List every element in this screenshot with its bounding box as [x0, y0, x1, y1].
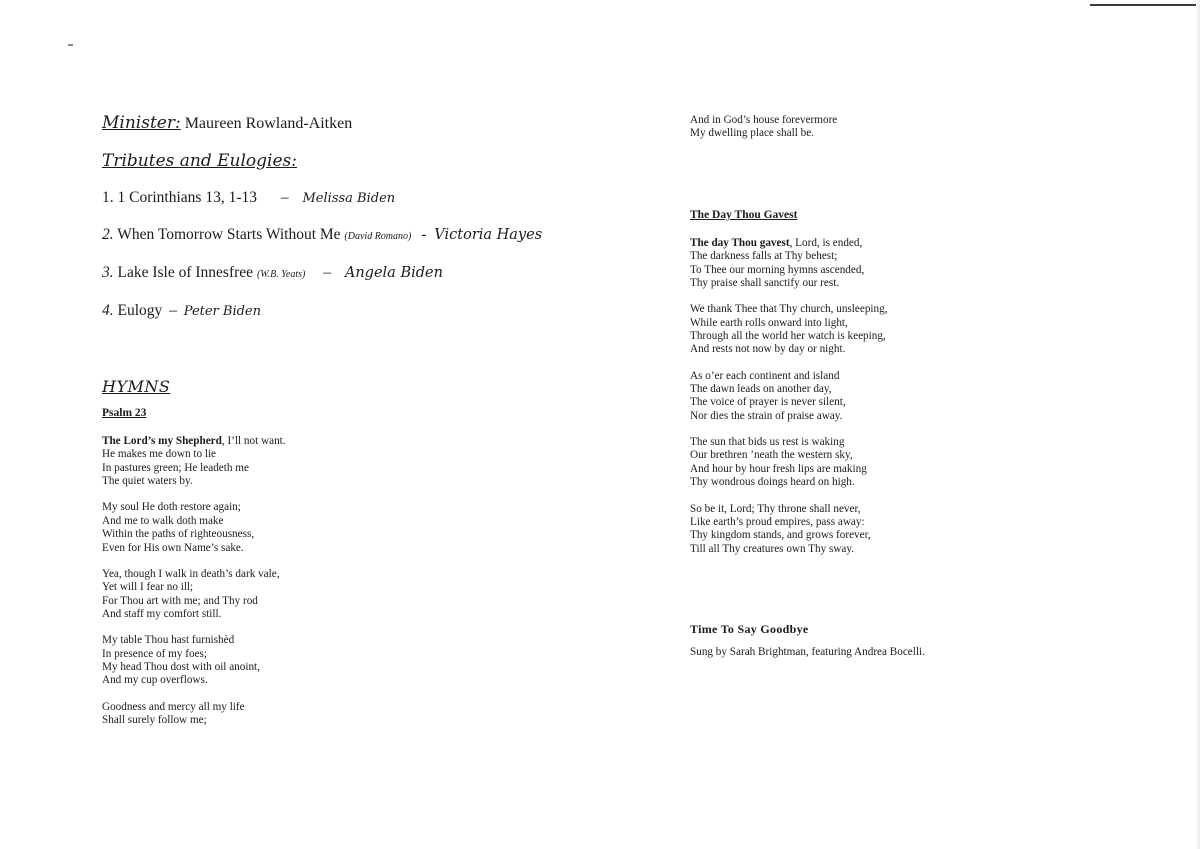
hymn-line: Thy wondrous doings heard on high. — [690, 476, 855, 489]
tribute-title: When Tomorrow Starts Without Me — [117, 226, 341, 243]
scan-speck — [68, 44, 73, 46]
hymn-line: Even for His own Name’s sake. — [102, 541, 244, 554]
hymns-heading: HYMNS — [102, 377, 171, 396]
tribute-dash: - — [421, 226, 427, 243]
hymn-stanza — [102, 568, 622, 622]
scan-edge-shadow — [1196, 0, 1200, 849]
tribute-reader: Peter Biden — [183, 304, 262, 319]
song-subtitle: Sung by Sarah Brightman, featuring Andrea Bocelli. — [690, 646, 925, 659]
hymn-line-rest: , Lord, is ended, — [789, 236, 863, 249]
hymn-title-day-thou-gavest: The Day Thou Gavest — [690, 208, 798, 221]
tribute-item-3 — [102, 262, 622, 286]
hymn-line: My head Thou dost with oil anoint, — [102, 661, 260, 674]
tribute-item-4 — [102, 300, 622, 323]
hymn-line-bold: The day Thou gavest — [690, 236, 790, 249]
hymn-line: And my cup overflows. — [102, 674, 208, 687]
scan-artifact-line — [1090, 4, 1200, 6]
hymn-stanza-continued — [690, 114, 1170, 141]
hymn-line: My soul He doth restore again; — [102, 501, 241, 514]
tribute-title: Eulogy — [117, 302, 163, 319]
minister-label: Minister: — [102, 113, 181, 133]
hymn-line: Like earth’s proud empires, pass away: — [690, 515, 865, 528]
hymn-line: Yea, though I walk in death’s dark vale, — [102, 567, 280, 580]
hymn-line: My table Thou hast furnishèd — [102, 634, 235, 647]
hymn-line: And staff my comfort still. — [102, 608, 222, 621]
hymn-line-rest: , I’ll not want. — [221, 435, 286, 447]
tribute-dash: – — [280, 189, 289, 206]
hymn-line — [102, 435, 622, 448]
hymn-line: The dawn leads on another day, — [690, 383, 832, 396]
hymn-line: Yet will I fear no ill; — [102, 581, 194, 594]
hymn-line: So be it, Lord; Thy throne shall never, — [690, 502, 861, 515]
hymn-stanza — [102, 701, 622, 728]
hymn-line: The quiet waters by. — [102, 475, 193, 488]
hymn-line: And rests not now by day or night. — [690, 343, 846, 356]
hymn-line: As o’er each continent and island — [690, 369, 840, 382]
tribute-title: Lake Isle of Innesfree — [117, 264, 254, 281]
hymn-line: In presence of my foes; — [102, 647, 207, 660]
hymn-line: Till all Thy creatures own Thy sway. — [690, 542, 855, 555]
left-column — [102, 112, 622, 728]
hymn-stanza — [690, 303, 1170, 357]
tribute-author: (David Romano) — [344, 231, 412, 242]
hymn-line: Within the paths of righteousness, — [102, 528, 255, 541]
song-title: Time To Say Goodbye — [690, 622, 809, 637]
hymn-line — [690, 237, 1170, 250]
hymn-line: Nor dies the strain of praise away. — [690, 409, 843, 422]
tribute-number: 3. — [102, 264, 114, 281]
right-column — [690, 114, 1170, 660]
hymn-line: My dwelling place shall be. — [690, 127, 814, 140]
tribute-item-2 — [102, 224, 622, 248]
hymn-line: We thank Thee that Thy church, unsleeping, — [690, 303, 888, 316]
hymn-stanza — [102, 435, 622, 489]
hymn-stanza — [690, 237, 1170, 291]
tribute-reader: Angela Biden — [344, 265, 443, 281]
tribute-item-1 — [102, 187, 622, 210]
tribute-dash: – — [169, 302, 177, 319]
minister-line — [102, 112, 622, 135]
hymn-stanza — [690, 503, 1170, 557]
hymn-line-bold: The Lord’s my Shepherd — [102, 435, 222, 447]
hymn-line: The darkness falls at Thy behest; — [690, 250, 838, 263]
hymn-line: For Thou art with me; and Thy rod — [102, 594, 258, 607]
hymn-line: To Thee our morning hymns ascended, — [690, 263, 865, 276]
hymn-line: Through all the world her watch is keeping, — [690, 330, 886, 343]
hymn-line: And in God’s house forevermore — [690, 114, 838, 126]
hymn-line: In pastures green; He leadeth me — [102, 461, 249, 474]
hymn-stanza — [690, 370, 1170, 424]
tribute-title: 1 Corinthians 13, 1-13 — [117, 189, 257, 206]
hymn-title-psalm-23: Psalm 23 — [102, 407, 147, 419]
tributes-heading: Tributes and Eulogies: — [102, 151, 297, 171]
hymn-line: He makes me down to lie — [102, 448, 217, 461]
hymn-line: Goodness and mercy all my life — [102, 700, 245, 713]
tribute-author: (W.B. Yeats) — [256, 269, 306, 280]
hymn-line: Our brethren ’neath the western sky, — [690, 449, 853, 462]
hymn-line: While earth rolls onward into light, — [690, 316, 848, 329]
tribute-reader: Victoria Hayes — [434, 227, 543, 243]
minister-name: Maureen Rowland-Aitken — [184, 115, 353, 132]
hymn-stanza — [690, 436, 1170, 490]
hymn-stanza — [102, 634, 622, 688]
hymn-line: The sun that bids us rest is waking — [690, 436, 845, 449]
hymn-line: And me to walk doth make — [102, 514, 224, 527]
tribute-number: 1. — [102, 189, 114, 206]
hymn-line: Thy praise shall sanctify our rest. — [690, 277, 840, 290]
hymn-line: Thy kingdom stands, and grows forever, — [690, 529, 871, 542]
tribute-dash: – — [323, 264, 331, 281]
hymn-line: Shall surely follow me; — [102, 714, 207, 727]
tribute-number: 4. — [102, 302, 114, 319]
hymn-line: The voice of prayer is never silent, — [690, 396, 846, 409]
hymn-line: And hour by hour fresh lips are making — [690, 462, 867, 475]
tribute-number: 2. — [102, 226, 114, 243]
hymn-stanza — [102, 501, 622, 555]
tribute-reader: Melissa Biden — [302, 191, 396, 206]
